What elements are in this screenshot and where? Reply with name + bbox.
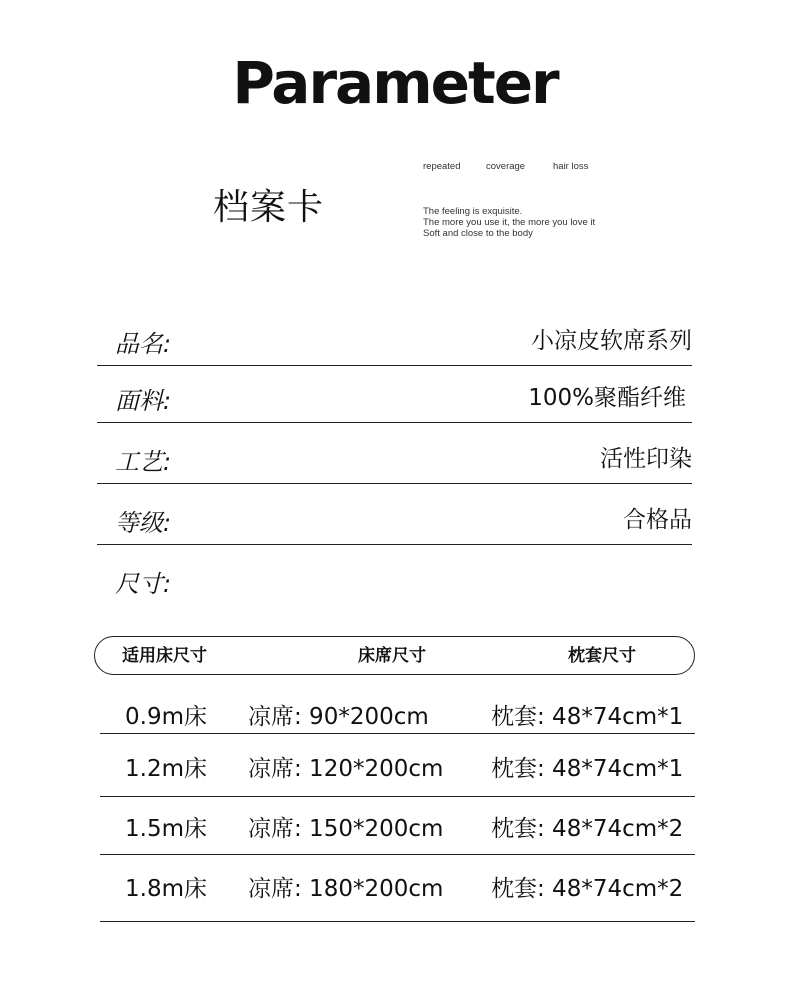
attr-row-grade bbox=[97, 505, 692, 545]
header-mat-size: 床席尺寸 bbox=[358, 646, 426, 666]
tag-coverage: coverage bbox=[486, 161, 526, 172]
cell-bed: 0.9m床 bbox=[125, 704, 207, 730]
cell-mat: 凉席: 120*200cm bbox=[248, 756, 444, 782]
tag-hair-loss: hair loss bbox=[553, 161, 589, 172]
attr-value: 小凉皮软席系列 bbox=[531, 328, 692, 354]
cell-pillow: 枕套: 48*74cm*1 bbox=[491, 756, 684, 782]
cell-pillow: 枕套: 48*74cm*2 bbox=[491, 876, 684, 902]
tagline-line: The more you use it, the more you love it bbox=[423, 217, 596, 228]
attr-value: 活性印染 bbox=[600, 446, 692, 472]
table-row bbox=[100, 734, 695, 797]
cell-bed: 1.8m床 bbox=[125, 876, 207, 902]
tag-repeated: repeated bbox=[423, 161, 461, 172]
attr-label: 尺寸: bbox=[115, 570, 172, 598]
table-row bbox=[100, 690, 695, 734]
attr-label: 面料: bbox=[115, 387, 172, 415]
cell-mat: 凉席: 150*200cm bbox=[248, 816, 444, 842]
table-row bbox=[100, 855, 695, 922]
cell-bed: 1.5m床 bbox=[125, 816, 207, 842]
cell-pillow: 枕套: 48*74cm*1 bbox=[491, 704, 684, 730]
attr-label: 品名: bbox=[115, 330, 172, 358]
header-pillow-size: 枕套尺寸 bbox=[568, 646, 636, 666]
size-table-header bbox=[94, 636, 695, 675]
attr-value: 合格品 bbox=[623, 507, 692, 533]
cell-mat: 凉席: 180*200cm bbox=[248, 876, 444, 902]
attr-value: 100%聚酯纤维 bbox=[528, 385, 686, 411]
card-title: 档案卡 bbox=[213, 187, 325, 228]
cell-bed: 1.2m床 bbox=[125, 756, 207, 782]
table-row bbox=[100, 797, 695, 855]
page-title: Parameter bbox=[232, 49, 558, 117]
attr-label: 等级: bbox=[115, 509, 172, 537]
attr-label: 工艺: bbox=[115, 448, 172, 476]
tagline-line: The feeling is exquisite. bbox=[423, 206, 523, 217]
cell-mat: 凉席: 90*200cm bbox=[248, 704, 429, 730]
attr-row-process bbox=[97, 444, 692, 484]
attr-row-size bbox=[97, 565, 692, 605]
attr-row-fabric bbox=[97, 383, 692, 423]
tagline-line: Soft and close to the body bbox=[423, 228, 533, 239]
tagline bbox=[423, 206, 643, 239]
cell-pillow: 枕套: 48*74cm*2 bbox=[491, 816, 684, 842]
header-bed-size: 适用床尺寸 bbox=[122, 646, 207, 666]
attr-row-product-name bbox=[97, 326, 692, 366]
